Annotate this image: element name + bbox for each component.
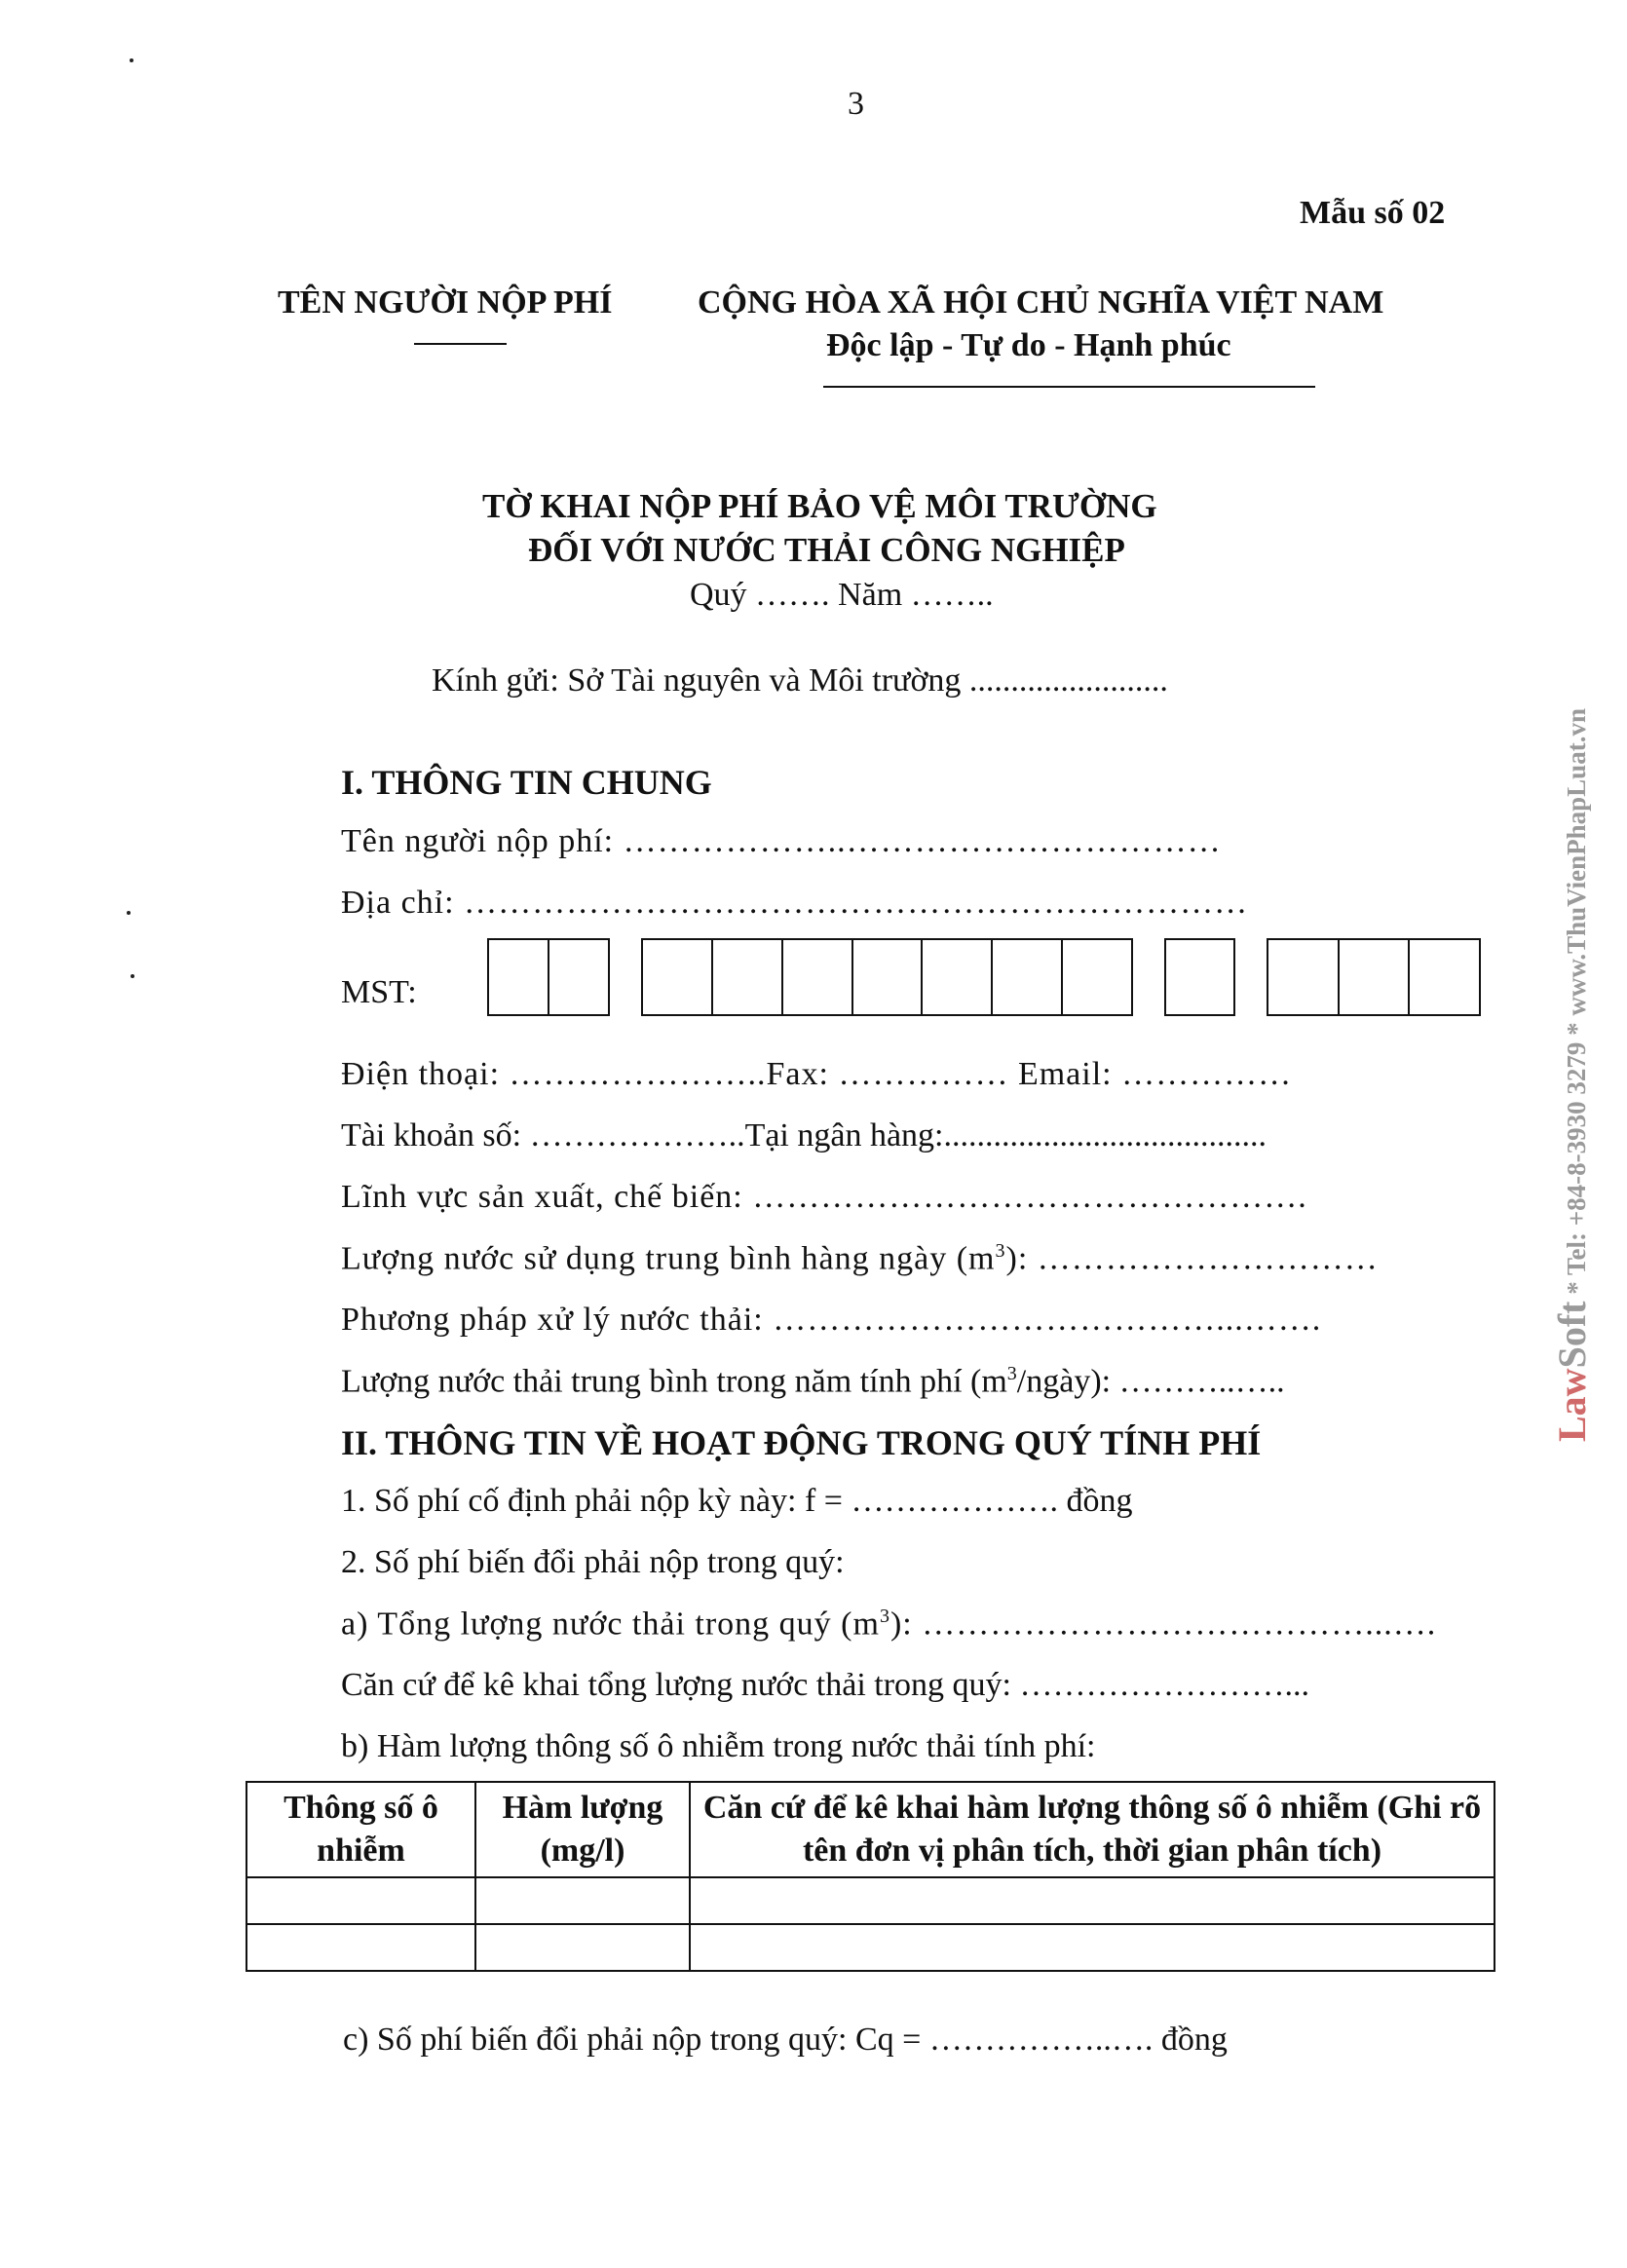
table-cell xyxy=(246,1924,475,1971)
table-header-basis: Căn cứ để kê khai hàm lượng thông số ô nhiễm (Ghi rõ tên đơn vị phân tích, thời gian phân tích) xyxy=(690,1782,1495,1877)
lawsoft-watermark xyxy=(1549,708,1595,1442)
watermark-soft: Soft xyxy=(1550,1301,1594,1369)
watermark-contact: * Tel: +84-8-3930 3279 * www.ThuVienPhapLuat.vn xyxy=(1562,708,1591,1302)
form-title-line1: TỜ KHAI NỘP PHÍ BẢO VỆ MÔI TRƯỜNG xyxy=(482,487,1157,525)
treatment-method-field: Phương pháp xử lý nước thải: …………………………………...……. xyxy=(341,1302,1322,1338)
pollutant-content-line: b) Hàm lượng thông số ô nhiễm trong nước thải tính phí: xyxy=(341,1728,1096,1764)
payer-name-heading: TÊN NGƯỜI NỘP PHÍ xyxy=(278,284,613,321)
fixed-fee-field: 1. Số phí cố định phải nộp kỳ này: f = ………………. đồng xyxy=(341,1483,1133,1519)
tax-code-label: MST: xyxy=(341,974,417,1010)
national-motto: Độc lập - Tự do - Hạnh phúc xyxy=(826,327,1231,363)
total-wastewater-sup: 3 xyxy=(879,1606,890,1627)
table-row xyxy=(246,1924,1495,1971)
table-cell xyxy=(690,1877,1495,1924)
annual-wastewater-text: Lượng nước thải trung bình trong năm tính phí (m xyxy=(341,1363,1007,1400)
production-field: Lĩnh vực sản xuất, chế biến: …………………………………………. xyxy=(341,1179,1307,1215)
watermark-law: Law xyxy=(1550,1368,1594,1442)
reporting-period: Quý ……. Năm …….. xyxy=(690,577,994,613)
motto-underline xyxy=(823,386,1315,388)
total-wastewater-text: a) Tổng lượng nước thải trong quý (m xyxy=(341,1606,880,1643)
bank-account-field: Tài khoản số: ………………..Tại ngân hàng:....................................... xyxy=(341,1117,1268,1153)
table-cell xyxy=(246,1877,475,1924)
total-wastewater-tail: ): …………………………………...…. xyxy=(889,1606,1437,1643)
annual-wastewater-tail: /ngày): ………..….. xyxy=(1016,1363,1285,1400)
section2-heading: II. THÔNG TIN VỀ HOẠT ĐỘNG TRONG QUÝ TÍNH PHÍ xyxy=(341,1423,1262,1462)
left-underline xyxy=(414,343,507,345)
annual-wastewater-field xyxy=(341,1363,1285,1400)
table-cell xyxy=(475,1877,690,1924)
scan-speck xyxy=(130,58,133,62)
section1-heading: I. THÔNG TIN CHUNG xyxy=(341,763,712,802)
table-header-parameter: Thông số ô nhiễm xyxy=(246,1782,475,1877)
table-header-row xyxy=(246,1782,1495,1877)
pollutant-table xyxy=(246,1781,1495,1972)
tax-code-boxes-group3 xyxy=(1164,938,1235,1016)
tax-code-boxes-group1 xyxy=(487,938,610,1016)
tax-code-boxes-group2 xyxy=(641,938,1133,1016)
table-row xyxy=(246,1877,1495,1924)
tax-code-boxes-group4 xyxy=(1267,938,1481,1016)
recipient-line: Kính gửi: Sở Tài nguyên và Môi trường ........................ xyxy=(432,662,1168,699)
variable-fee-line: 2. Số phí biến đổi phải nộp trong quý: xyxy=(341,1544,845,1580)
page-number: 3 xyxy=(848,86,864,122)
daily-water-use-text: Lượng nước sử dụng trung bình hàng ngày (m xyxy=(341,1240,996,1277)
daily-water-use-tail: ): ………………………… xyxy=(1005,1240,1379,1277)
declaration-basis-field: Căn cứ để kê khai tổng lượng nước thải trong quý: ……………………... xyxy=(341,1667,1310,1703)
scan-speck xyxy=(127,911,131,915)
address-field: Địa chỉ: …………………………………………………………… xyxy=(341,885,1249,921)
daily-water-use-field xyxy=(341,1240,1379,1277)
country-name: CỘNG HÒA XÃ HỘI CHỦ NGHĨA VIỆT NAM xyxy=(698,284,1384,321)
form-code: Mẫu số 02 xyxy=(1300,195,1446,231)
daily-water-use-sup: 3 xyxy=(995,1240,1006,1262)
table-cell xyxy=(475,1924,690,1971)
annual-wastewater-sup: 3 xyxy=(1006,1363,1017,1384)
phone-fax-email-field: Điện thoại: …………………..Fax: …………… Email: …………… xyxy=(341,1056,1293,1092)
form-title-line2: ĐỐI VỚI NƯỚC THẢI CÔNG NGHIỆP xyxy=(528,531,1125,569)
payer-name-field: Tên người nộp phí: ………………..…………………………… xyxy=(341,823,1222,859)
scan-speck xyxy=(131,974,134,978)
total-wastewater-field xyxy=(341,1606,1436,1643)
table-cell xyxy=(690,1924,1495,1971)
table-header-concentration: Hàm lượng (mg/l) xyxy=(475,1782,690,1877)
variable-fee-total-field: c) Số phí biến đổi phải nộp trong quý: Cq = ……………..…. đồng xyxy=(343,2022,1228,2058)
